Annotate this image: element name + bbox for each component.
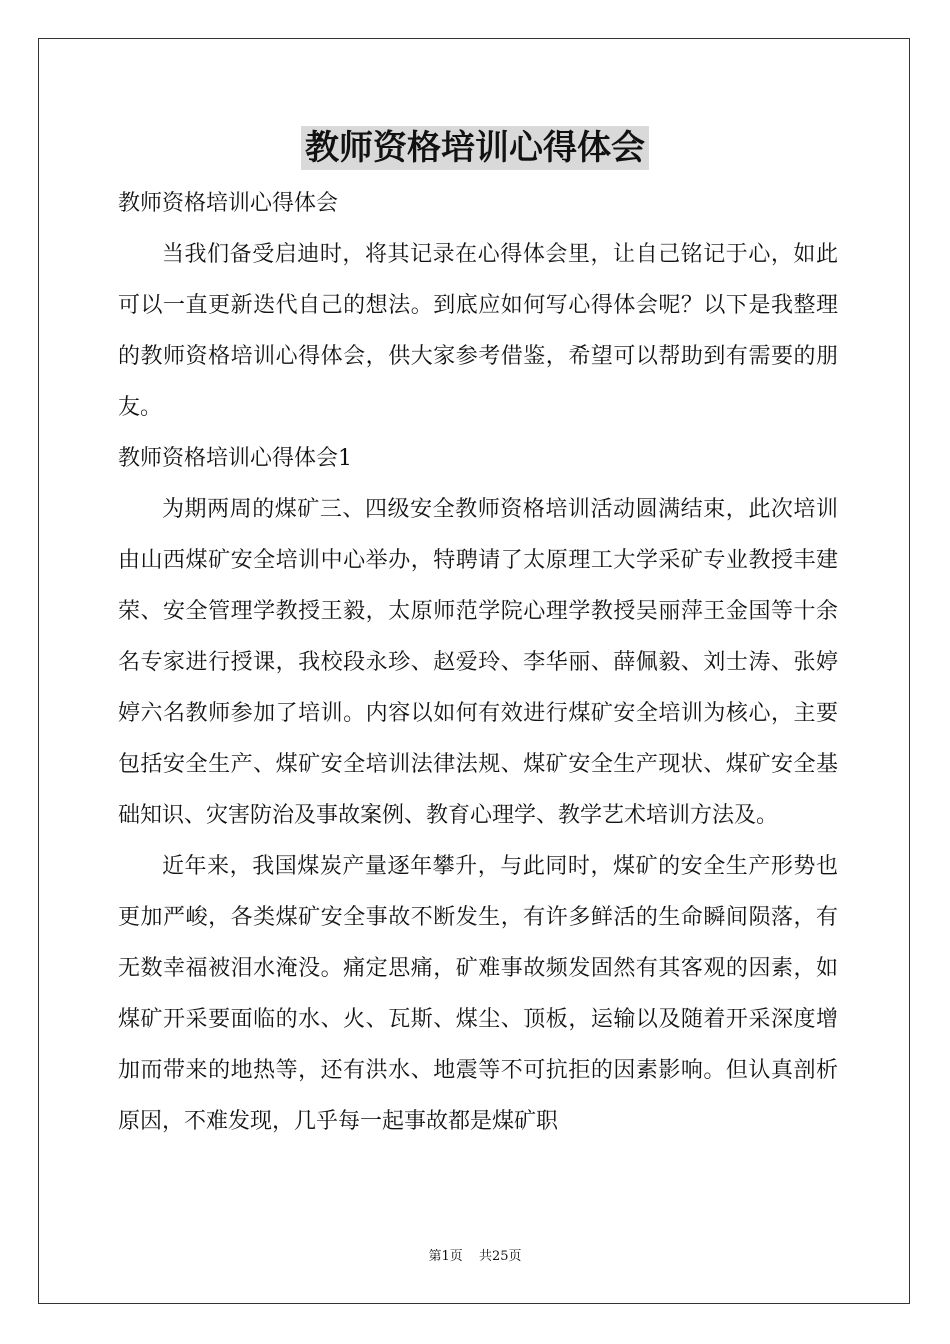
section-heading: 教师资格培训心得体会1 (118, 446, 352, 471)
page-number: 第1页 (428, 1249, 463, 1264)
page-total: 共25页 (478, 1249, 522, 1264)
title-container (0, 126, 950, 170)
intro-paragraph: 当我们备受启迪时，将其记录在心得体会里，让自己铭记于心，如此可以一直更新迭代自己的想法。到底应如何写心得体会呢？以下是我整理的教师资格培训心得体会，供大家参考借鉴，希望可以帮助到有需要的朋友。 (118, 242, 838, 420)
body-paragraph-2: 近年来，我国煤炭产量逐年攀升，与此同时，煤矿的安全生产形势也更加严峻，各类煤矿安全事故不断发生，有许多鲜活的生命瞬间陨落，有无数幸福被泪水淹没。痛定思痛，矿难事故频发固然有其客观的因素，如煤矿开采要面临的水、火、瓦斯、煤尘、顶板，运输以及随着开采深度增加而带来的地热等，还有洪水、地震等不可抗拒的因素影响。但认真剖析原因，不难发现，几乎每一起事故都是煤矿职 (118, 854, 838, 1134)
document-subtitle: 教师资格培训心得体会 (118, 191, 339, 216)
body-paragraph-1: 为期两周的煤矿三、四级安全教师资格培训活动圆满结束，此次培训由山西煤矿安全培训中心举办，特聘请了太原理工大学采矿专业教授丰建荣、安全管理学教授王毅，太原师范学院心理学教授吴丽萍王金国等十余名专家进行授课，我校段永珍、赵爱玲、李华丽、薛佩毅、刘士涛、张婷婷六名教师参加了培训。内容以如何有效进行煤矿安全培训为核心，主要包括安全生产、煤矿安全培训法律法规、煤矿安全生产现状、煤矿安全基础知识、灾害防治及事故案例、教育心理学、教学艺术培训方法及。 (118, 497, 838, 828)
document-body (118, 178, 838, 1147)
document-title: 教师资格培训心得体会 (301, 126, 649, 170)
page-footer (0, 1248, 950, 1266)
